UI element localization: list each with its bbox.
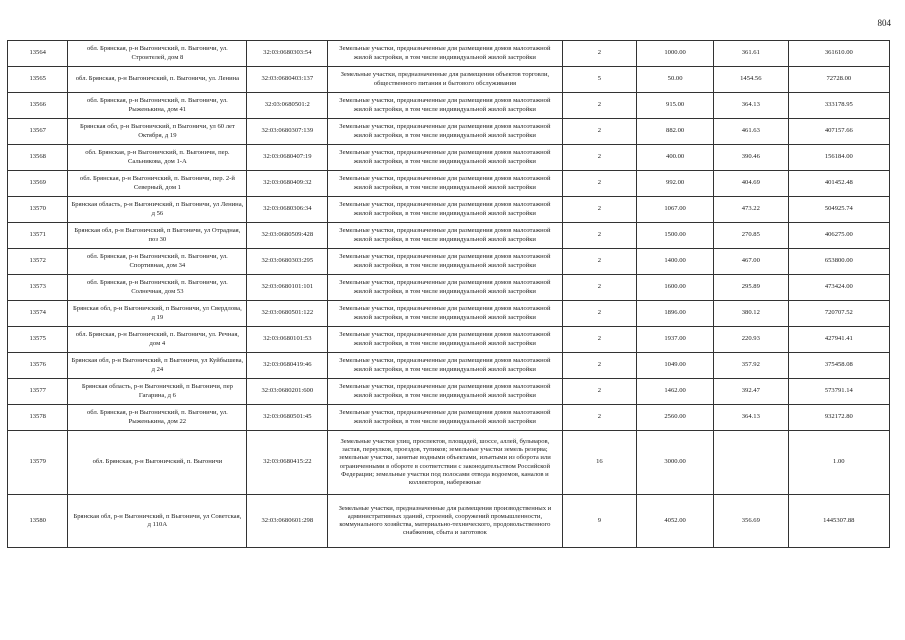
cadastral-value-cell: 504925.74 (788, 197, 889, 223)
use-code-cell: 9 (562, 495, 637, 548)
address-cell: Брянская область, р-н Выгоничский, п Выгоничи, пер Гагарина, д 6 (68, 379, 247, 405)
land-use-cell: Земельные участки, предназначенные для размещения домов малоэтажной жилой застройки, в том числе индивидуальной жилой застройки (328, 275, 562, 301)
land-use-cell: Земельные участки, предназначенные для размещения домов малоэтажной жилой застройки, в том числе индивидуальной жилой застройки (328, 301, 562, 327)
cadastral-value-cell: 401452.48 (788, 171, 889, 197)
row-number: 13566 (8, 93, 68, 119)
land-use-cell: Земельные участки, предназначенные для размещения домов малоэтажной жилой застройки, в том числе индивидуальной жилой застройки (328, 223, 562, 249)
row-number: 13570 (8, 197, 68, 223)
cadastral-value-cell: 932172.80 (788, 405, 889, 431)
use-code-cell: 2 (562, 145, 637, 171)
use-code-cell: 2 (562, 405, 637, 431)
table-row (8, 249, 890, 275)
row-number: 13574 (8, 301, 68, 327)
cadastral-number-cell: 32:03:0680307:139 (247, 119, 328, 145)
address-cell: обл. Брянская, р-н Выгоничский, п. Выгоничи, ул. Солнечная, дом 53 (68, 275, 247, 301)
land-use-cell: Земельные участки, предназначенные для размещения домов малоэтажной жилой застройки, в том числе индивидуальной жилой застройки (328, 119, 562, 145)
unit-cost-cell: 357.92 (713, 353, 788, 379)
unit-cost-cell: 1454.56 (713, 67, 788, 93)
address-cell: обл. Брянская, р-н Выгоничский, п. Выгоничи, ул. Строителей, дом 8 (68, 41, 247, 67)
row-number: 13577 (8, 379, 68, 405)
land-use-cell: Земельные участки, предназначенные для размещения производственных и административных зданий, строений, сооружений промышленности, коммунального хозяйства, материально-технического, продовольственного снабжения, сбыта и заготовок (328, 495, 562, 548)
cadastral-value-cell: 156184.00 (788, 145, 889, 171)
cadastral-value-cell: 407157.66 (788, 119, 889, 145)
table-row (8, 171, 890, 197)
use-code-cell: 16 (562, 431, 637, 495)
land-use-cell: Земельные участки, предназначенные для размещения домов малоэтажной жилой застройки, в том числе индивидуальной жилой застройки (328, 171, 562, 197)
row-number: 13580 (8, 495, 68, 548)
area-cell: 1500.00 (637, 223, 714, 249)
cadastral-number-cell: 32:03:0680101:53 (247, 327, 328, 353)
address-cell: Брянская обл, р-н Выгоничский, п Выгоничи, ул Свердлова, д 19 (68, 301, 247, 327)
cadastral-number-cell: 32:03:0680501:122 (247, 301, 328, 327)
land-use-cell: Земельные участки, предназначенные для размещения домов малоэтажной жилой застройки, в том числе индивидуальной жилой застройки (328, 93, 562, 119)
area-cell: 50.00 (637, 67, 714, 93)
table-row (8, 379, 890, 405)
unit-cost-cell: 364.13 (713, 93, 788, 119)
unit-cost-cell: 380.12 (713, 301, 788, 327)
land-use-cell: Земельные участки улиц, проспектов, площадей, шоссе, аллей, бульваров, застав, переулков, проездов, тупиков; земельные участки земель резерва; земельные участки, занятые водными объектами, изъятыми из оборота или ограниченными в обороте в соответствии с законодательством Российской Федерации; земельные участки под полосами отвода водоемов, каналов и коллекторов, набережные (328, 431, 562, 495)
row-number: 13569 (8, 171, 68, 197)
cadastral-value-cell: 427941.41 (788, 327, 889, 353)
land-use-cell: Земельные участки, предназначенные для размещения домов малоэтажной жилой застройки, в том числе индивидуальной жилой застройки (328, 197, 562, 223)
use-code-cell: 2 (562, 379, 637, 405)
table-row (8, 197, 890, 223)
land-use-cell: Земельные участки, предназначенные для размещения домов малоэтажной жилой застройки, в том числе индивидуальной жилой застройки (328, 327, 562, 353)
area-cell: 915.00 (637, 93, 714, 119)
area-cell: 992.00 (637, 171, 714, 197)
area-cell: 2560.00 (637, 405, 714, 431)
cadastral-value-cell: 72728.00 (788, 67, 889, 93)
row-number: 13565 (8, 67, 68, 93)
table-row (8, 41, 890, 67)
area-cell: 1600.00 (637, 275, 714, 301)
unit-cost-cell: 270.85 (713, 223, 788, 249)
land-use-cell: Земельные участки, предназначенные для размещения объектов торговли, общественного питания и бытового обслуживания (328, 67, 562, 93)
unit-cost-cell: 356.69 (713, 495, 788, 548)
table-row (8, 405, 890, 431)
use-code-cell: 2 (562, 353, 637, 379)
table-row (8, 275, 890, 301)
unit-cost-cell: 461.63 (713, 119, 788, 145)
use-code-cell: 2 (562, 171, 637, 197)
table-row (8, 93, 890, 119)
cadastral-value-cell: 1.00 (788, 431, 889, 495)
land-cadastral-table (7, 40, 890, 548)
use-code-cell: 2 (562, 275, 637, 301)
unit-cost-cell: 467.00 (713, 249, 788, 275)
table-row (8, 223, 890, 249)
cadastral-value-cell: 406275.00 (788, 223, 889, 249)
land-use-cell: Земельные участки, предназначенные для размещения домов малоэтажной жилой застройки, в том числе индивидуальной жилой застройки (328, 249, 562, 275)
cadastral-value-cell: 720707.52 (788, 301, 889, 327)
cadastral-number-cell: 32:03:0680415:22 (247, 431, 328, 495)
cadastral-value-cell: 573791.14 (788, 379, 889, 405)
address-cell: обл. Брянская, р-н Выгоничский, п. Выгоничи, пер. Сальникова, дом 1-А (68, 145, 247, 171)
use-code-cell: 2 (562, 327, 637, 353)
address-cell: обл. Брянская, р-н Выгоничский, п. Выгоничи, пер. 2-й Северный, дом 1 (68, 171, 247, 197)
address-cell: Брянская обл, р-н Выгоничский, п Выгоничи, ул 60 лет Октября, д 19 (68, 119, 247, 145)
unit-cost-cell: 364.13 (713, 405, 788, 431)
use-code-cell: 2 (562, 119, 637, 145)
address-cell: обл. Брянская, р-н Выгоничский, п. Выгоничи, ул. Рыженькина, дом 41 (68, 93, 247, 119)
land-use-cell: Земельные участки, предназначенные для размещения домов малоэтажной жилой застройки, в том числе индивидуальной жилой застройки (328, 41, 562, 67)
address-cell: Брянская обл, р-н Выгоничский, п Выгоничи, ул Советская, д 110А (68, 495, 247, 548)
address-cell: Брянская обл, р-н Выгоничский, п Выгоничи, ул Отрадная, поз 30 (68, 223, 247, 249)
area-cell: 1937.00 (637, 327, 714, 353)
address-cell: обл. Брянская, р-н Выгоничский, п. Выгоничи, ул. Ленина (68, 67, 247, 93)
cadastral-number-cell: 32:03:0680501:45 (247, 405, 328, 431)
cadastral-number-cell: 32:03:0680306:34 (247, 197, 328, 223)
table-row (8, 119, 890, 145)
address-cell: обл. Брянская, р-н Выгоничский, п. Выгоничи, ул. Речная, дом 4 (68, 327, 247, 353)
cadastral-value-cell: 1445307.88 (788, 495, 889, 548)
land-use-cell: Земельные участки, предназначенные для размещения домов малоэтажной жилой застройки, в том числе индивидуальной жилой застройки (328, 379, 562, 405)
row-number: 13578 (8, 405, 68, 431)
table-row (8, 431, 890, 495)
row-number: 13576 (8, 353, 68, 379)
use-code-cell: 2 (562, 223, 637, 249)
cadastral-value-cell: 333178.95 (788, 93, 889, 119)
cadastral-number-cell: 32:03:0680419:46 (247, 353, 328, 379)
unit-cost-cell: 392.47 (713, 379, 788, 405)
area-cell: 4052.00 (637, 495, 714, 548)
area-cell: 1049.00 (637, 353, 714, 379)
address-cell: обл. Брянская, р-н Выгоничский, п. Выгоничи, ул. Спортивная, дом 34 (68, 249, 247, 275)
cadastral-value-cell: 375458.08 (788, 353, 889, 379)
page-number: 804 (877, 18, 891, 28)
cadastral-number-cell: 32:03:0680101:101 (247, 275, 328, 301)
cadastral-number-cell: 32:03:0680409:32 (247, 171, 328, 197)
use-code-cell: 2 (562, 301, 637, 327)
cadastral-value-cell: 361610.00 (788, 41, 889, 67)
cadastral-number-cell: 32:03:0680501:2 (247, 93, 328, 119)
row-number: 13572 (8, 249, 68, 275)
unit-cost-cell: 361.61 (713, 41, 788, 67)
use-code-cell: 2 (562, 249, 637, 275)
land-use-cell: Земельные участки, предназначенные для размещения домов малоэтажной жилой застройки, в том числе индивидуальной жилой застройки (328, 405, 562, 431)
row-number: 13567 (8, 119, 68, 145)
cadastral-number-cell: 32:03:0680201:600 (247, 379, 328, 405)
cadastral-number-cell: 32:03:0680407:19 (247, 145, 328, 171)
unit-cost-cell: 404.69 (713, 171, 788, 197)
address-cell: обл. Брянская, р-н Выгоничский, п. Выгоничи (68, 431, 247, 495)
use-code-cell: 5 (562, 67, 637, 93)
row-number: 13575 (8, 327, 68, 353)
cadastral-number-cell: 32:03:0680303:295 (247, 249, 328, 275)
table-row (8, 327, 890, 353)
use-code-cell: 2 (562, 197, 637, 223)
table-row (8, 145, 890, 171)
unit-cost-cell: 220.93 (713, 327, 788, 353)
row-number: 13579 (8, 431, 68, 495)
cadastral-value-cell: 473424.00 (788, 275, 889, 301)
row-number: 13571 (8, 223, 68, 249)
area-cell: 1067.00 (637, 197, 714, 223)
area-cell: 882.00 (637, 119, 714, 145)
table-row (8, 353, 890, 379)
table-row (8, 495, 890, 548)
table-body (8, 41, 890, 548)
address-cell: обл. Брянская, р-н Выгоничский, п. Выгоничи, ул. Рыженькина, дом 22 (68, 405, 247, 431)
unit-cost-cell (713, 431, 788, 495)
row-number: 13568 (8, 145, 68, 171)
land-use-cell: Земельные участки, предназначенные для размещения домов малоэтажной жилой застройки, в том числе индивидуальной жилой застройки (328, 145, 562, 171)
row-number: 13573 (8, 275, 68, 301)
unit-cost-cell: 473.22 (713, 197, 788, 223)
area-cell: 3000.00 (637, 431, 714, 495)
area-cell: 1896.00 (637, 301, 714, 327)
area-cell: 1400.00 (637, 249, 714, 275)
address-cell: Брянская обл, р-н Выгоничский, п Выгоничи, ул Куйбышева, д 24 (68, 353, 247, 379)
table-row (8, 67, 890, 93)
land-use-cell: Земельные участки, предназначенные для размещения домов малоэтажной жилой застройки, в том числе индивидуальной жилой застройки (328, 353, 562, 379)
cadastral-number-cell: 32:03:0680509:428 (247, 223, 328, 249)
row-number: 13564 (8, 41, 68, 67)
unit-cost-cell: 390.46 (713, 145, 788, 171)
cadastral-value-cell: 653800.00 (788, 249, 889, 275)
use-code-cell: 2 (562, 41, 637, 67)
area-cell: 1000.00 (637, 41, 714, 67)
use-code-cell: 2 (562, 93, 637, 119)
cadastral-number-cell: 32:03:0680601:298 (247, 495, 328, 548)
cadastral-number-cell: 32:03:0680403:137 (247, 67, 328, 93)
table-row (8, 301, 890, 327)
unit-cost-cell: 295.89 (713, 275, 788, 301)
cadastral-number-cell: 32:03:0680303:54 (247, 41, 328, 67)
area-cell: 1462.00 (637, 379, 714, 405)
area-cell: 400.00 (637, 145, 714, 171)
address-cell: Брянская область, р-н Выгоничский, п Выгоничи, ул Ленина, д 56 (68, 197, 247, 223)
